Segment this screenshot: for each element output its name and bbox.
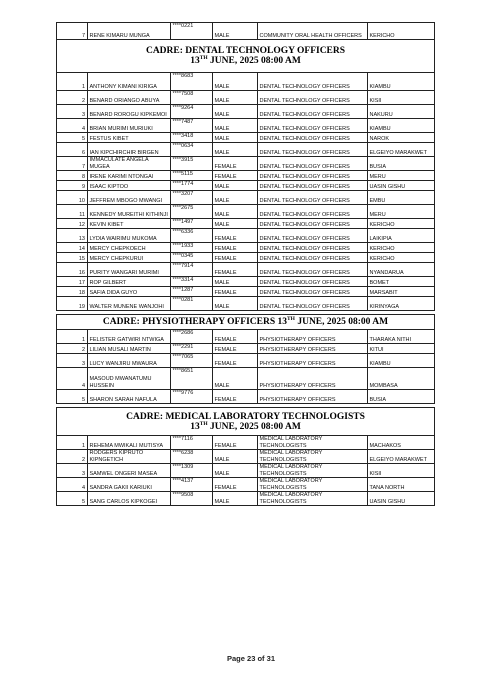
- page-of-label: of: [257, 654, 265, 663]
- candidate-gender: FEMALE: [213, 354, 258, 368]
- candidate-id: ****7914: [171, 263, 213, 277]
- candidate-name: MERCY CHEPKOECH: [88, 243, 171, 253]
- candidate-name: ANTHONY KIMANI KIRIGA: [88, 73, 171, 91]
- row-number: 2: [57, 344, 88, 354]
- page-number: 23: [247, 654, 256, 663]
- candidate-id: ****5115: [171, 171, 213, 181]
- table-row: [57, 171, 435, 181]
- candidate-name: IRENE KARIMI NTONGAI: [88, 171, 171, 181]
- candidate-gender: FEMALE: [213, 229, 258, 243]
- candidate-id: ****3207: [171, 191, 213, 205]
- candidate-gender: MALE: [213, 492, 258, 506]
- cadre-title-date: JUNE, 2025 08:00 AM: [294, 317, 389, 327]
- candidate-county: NAROK: [368, 133, 435, 143]
- candidate-name: LILIAN MUSALI MARTIN: [88, 344, 171, 354]
- candidate-cadre: DENTAL TECHNOLOGY OFFICERS: [258, 277, 368, 287]
- candidate-gender: MALE: [213, 450, 258, 464]
- row-number: 19: [57, 297, 88, 311]
- table-row: [57, 219, 435, 229]
- candidate-gender: FEMALE: [213, 157, 258, 171]
- candidate-county: UASIN GISHU: [368, 181, 435, 191]
- table-row: [57, 143, 435, 157]
- candidate-cadre: DENTAL TECHNOLOGY OFFICERS: [258, 253, 368, 263]
- candidate-name: RENE KIMARU MUNGA: [88, 23, 171, 40]
- table-row: [57, 133, 435, 143]
- page-total: 31: [266, 654, 275, 663]
- candidate-gender: MALE: [213, 105, 258, 119]
- candidate-county: THARAKA NITHI: [368, 330, 435, 344]
- table-row: [57, 368, 435, 390]
- candidate-cadre: DENTAL TECHNOLOGY OFFICERS: [258, 143, 368, 157]
- row-number: 17: [57, 277, 88, 287]
- candidate-gender: MALE: [213, 368, 258, 390]
- row-number: 5: [57, 390, 88, 404]
- cadre-date-day: 13: [190, 421, 200, 432]
- candidate-cadre: DENTAL TECHNOLOGY OFFICERS: [258, 133, 368, 143]
- candidate-id: ****6238: [171, 450, 213, 464]
- candidate-id: ****6336: [171, 229, 213, 243]
- table-row: [57, 23, 435, 40]
- candidate-cadre: PHYSIOTHERAPY OFFICERS: [258, 390, 368, 404]
- candidate-name: KEVIN KIBET: [88, 219, 171, 229]
- candidate-id: ****3314: [171, 277, 213, 287]
- candidate-county: KISII: [368, 464, 435, 478]
- row-number: 1: [57, 330, 88, 344]
- candidate-gender: FEMALE: [213, 287, 258, 297]
- row-number: 18: [57, 287, 88, 297]
- candidate-cadre: PHYSIOTHERAPY OFFICERS: [258, 354, 368, 368]
- table-row: [57, 157, 435, 171]
- table-row: [57, 478, 435, 492]
- table-row: [57, 344, 435, 354]
- table-row: [57, 287, 435, 297]
- candidate-name: SAFIA DIDA GUYO: [88, 287, 171, 297]
- candidate-gender: FEMALE: [213, 243, 258, 253]
- candidate-id: ****7116: [171, 436, 213, 450]
- candidate-gender: MALE: [213, 143, 258, 157]
- candidate-county: MOMBASA: [368, 368, 435, 390]
- row-number: 6: [57, 143, 88, 157]
- row-number: 15: [57, 253, 88, 263]
- candidate-name: PURITY WANGARI MURIMI: [88, 263, 171, 277]
- candidate-cadre: MEDICAL LABORATORY TECHNOLOGISTS: [258, 450, 368, 464]
- candidate-county: MARSABIT: [368, 287, 435, 297]
- candidate-id: ****9776: [171, 390, 213, 404]
- candidate-gender: MALE: [213, 133, 258, 143]
- candidate-name: LYDIA WAIRIMU MUKOMA: [88, 229, 171, 243]
- document-sheet: [56, 22, 434, 506]
- candidate-id: ****1774: [171, 181, 213, 191]
- candidate-name: BENARD ORIANGO ABUYA: [88, 91, 171, 105]
- table-row: [57, 253, 435, 263]
- candidate-cadre: COMMUNITY ORAL HEALTH OFFICERS: [258, 23, 368, 40]
- candidate-county: KIAMBU: [368, 73, 435, 91]
- row-number: 3: [57, 354, 88, 368]
- candidate-county: ELGEIYO MARAKWET: [368, 143, 435, 157]
- table-row: [57, 330, 435, 344]
- candidate-county: BUSIA: [368, 390, 435, 404]
- candidate-id: ****7487: [171, 119, 213, 133]
- cadre-header-row: [57, 408, 435, 436]
- candidate-cadre: PHYSIOTHERAPY OFFICERS: [258, 344, 368, 354]
- candidate-gender: MALE: [213, 91, 258, 105]
- candidate-name: FESTUS KIBET: [88, 133, 171, 143]
- candidate-gender: FEMALE: [213, 344, 258, 354]
- candidate-id: ****8683: [171, 73, 213, 91]
- row-number: 4: [57, 119, 88, 133]
- table-row: [57, 436, 435, 450]
- row-number: 4: [57, 368, 88, 390]
- candidate-gender: FEMALE: [213, 171, 258, 181]
- candidate-id: ****0221: [171, 23, 213, 40]
- candidate-table: [56, 22, 435, 506]
- candidate-id: ****3418: [171, 133, 213, 143]
- cadre-title: CADRE: PHYSIOTHERAPY OFFICERS 13: [102, 317, 287, 327]
- candidate-cadre: DENTAL TECHNOLOGY OFFICERS: [258, 205, 368, 219]
- table-row: [57, 91, 435, 105]
- candidate-county: KIAMBU: [368, 119, 435, 133]
- table-row: [57, 297, 435, 311]
- candidate-county: UASIN GISHU: [368, 492, 435, 506]
- candidate-gender: MALE: [213, 297, 258, 311]
- candidate-name: SANG CARLOS KIPKOGEI: [88, 492, 171, 506]
- candidate-cadre: DENTAL TECHNOLOGY OFFICERS: [258, 243, 368, 253]
- candidate-name: BENARD ROROGU KIPKEMOI: [88, 105, 171, 119]
- cadre-header: [57, 315, 435, 330]
- candidate-gender: FEMALE: [213, 390, 258, 404]
- candidate-county: NAKURU: [368, 105, 435, 119]
- candidate-gender: FEMALE: [213, 436, 258, 450]
- row-number: 5: [57, 133, 88, 143]
- candidate-gender: MALE: [213, 205, 258, 219]
- cadre-date: JUNE, 2025 08:00 AM: [207, 56, 301, 66]
- candidate-id: ****1933: [171, 243, 213, 253]
- row-number: 7: [57, 23, 88, 40]
- candidate-gender: MALE: [213, 23, 258, 40]
- candidate-cadre: MEDICAL LABORATORY TECHNOLOGISTS: [258, 492, 368, 506]
- table-row: [57, 390, 435, 404]
- candidate-name: KENNEDY MUREITHI KITHINJI: [88, 205, 171, 219]
- candidate-name: MASOUD MWANATUMU HUSSEIN: [88, 368, 171, 390]
- candidate-county: KERICHO: [368, 219, 435, 229]
- row-number: 2: [57, 91, 88, 105]
- candidate-gender: FEMALE: [213, 253, 258, 263]
- cadre-date: JUNE, 2025 08:00 AM: [207, 421, 301, 432]
- candidate-cadre: MEDICAL LABORATORY TECHNOLOGISTS: [258, 436, 368, 450]
- candidate-cadre: DENTAL TECHNOLOGY OFFICERS: [258, 287, 368, 297]
- row-number: 1: [57, 73, 88, 91]
- candidate-name: RODGERS KIPRUTO KIPNGETICH: [88, 450, 171, 464]
- candidate-name: BRIAN MURIMI MURIUKI: [88, 119, 171, 133]
- table-row: [57, 181, 435, 191]
- table-row: [57, 263, 435, 277]
- candidate-gender: MALE: [213, 277, 258, 287]
- candidate-county: KITUI: [368, 344, 435, 354]
- candidate-cadre: DENTAL TECHNOLOGY OFFICERS: [258, 263, 368, 277]
- cadre-date-day: 13: [190, 56, 200, 66]
- table-row: [57, 277, 435, 287]
- candidate-id: ****4137: [171, 478, 213, 492]
- table-row: [57, 73, 435, 91]
- row-number: 4: [57, 478, 88, 492]
- candidate-name: ROP GILBERT: [88, 277, 171, 287]
- candidate-cadre: DENTAL TECHNOLOGY OFFICERS: [258, 105, 368, 119]
- candidate-county: EMBU: [368, 191, 435, 205]
- candidate-county: MERU: [368, 171, 435, 181]
- row-number: 13: [57, 229, 88, 243]
- candidate-id: ****1287: [171, 287, 213, 297]
- candidate-name: ISAAC KIPTOO: [88, 181, 171, 191]
- candidate-county: KERICHO: [368, 23, 435, 40]
- row-number: 2: [57, 450, 88, 464]
- candidate-name: FELISTER GATWIRI NTWIGA: [88, 330, 171, 344]
- candidate-cadre: DENTAL TECHNOLOGY OFFICERS: [258, 91, 368, 105]
- row-number: 14: [57, 243, 88, 253]
- row-number: 7: [57, 157, 88, 171]
- candidate-cadre: DENTAL TECHNOLOGY OFFICERS: [258, 119, 368, 133]
- candidate-gender: MALE: [213, 73, 258, 91]
- table-row: [57, 243, 435, 253]
- candidate-cadre: DENTAL TECHNOLOGY OFFICERS: [258, 297, 368, 311]
- candidate-county: MACHAKOS: [368, 436, 435, 450]
- candidate-gender: MALE: [213, 219, 258, 229]
- candidate-gender: FEMALE: [213, 478, 258, 492]
- candidate-cadre: DENTAL TECHNOLOGY OFFICERS: [258, 171, 368, 181]
- table-body: [57, 23, 435, 506]
- candidate-id: ****3915: [171, 157, 213, 171]
- candidate-county: KERICHO: [368, 253, 435, 263]
- candidate-name: LUCY WANJIRU MWAURA: [88, 354, 171, 368]
- candidate-id: ****2675: [171, 205, 213, 219]
- candidate-county: KERICHO: [368, 243, 435, 253]
- candidate-county: BOMET: [368, 277, 435, 287]
- candidate-county: LAIKIPIA: [368, 229, 435, 243]
- candidate-id: ****9264: [171, 105, 213, 119]
- row-number: 11: [57, 205, 88, 219]
- candidate-cadre: DENTAL TECHNOLOGY OFFICERS: [258, 219, 368, 229]
- candidate-county: MERU: [368, 205, 435, 219]
- candidate-county: KIRINYAGA: [368, 297, 435, 311]
- cadre-header-row: [57, 40, 435, 73]
- candidate-id: ****9508: [171, 492, 213, 506]
- candidate-county: KIAMBU: [368, 354, 435, 368]
- candidate-cadre: PHYSIOTHERAPY OFFICERS: [258, 368, 368, 390]
- candidate-id: ****1497: [171, 219, 213, 229]
- candidate-id: ****0345: [171, 253, 213, 263]
- table-row: [57, 354, 435, 368]
- page-footer: [0, 654, 502, 663]
- candidate-name: IAN KIPCHIRCHIR BIRGEN: [88, 143, 171, 157]
- candidate-name: REHEMA MWIKALI MUTISYA: [88, 436, 171, 450]
- candidate-name: JEFFREM MBOGO MWANGI: [88, 191, 171, 205]
- candidate-id: ****7065: [171, 354, 213, 368]
- candidate-cadre: DENTAL TECHNOLOGY OFFICERS: [258, 157, 368, 171]
- candidate-county: TANA NORTH: [368, 478, 435, 492]
- candidate-name: MERCY CHEPKURUI: [88, 253, 171, 263]
- candidate-cadre: DENTAL TECHNOLOGY OFFICERS: [258, 73, 368, 91]
- candidate-id: ****0634: [171, 143, 213, 157]
- candidate-gender: MALE: [213, 119, 258, 133]
- page-label: Page: [227, 654, 245, 663]
- candidate-county: ELGEIYO MARAKWET: [368, 450, 435, 464]
- table-row: [57, 191, 435, 205]
- candidate-gender: MALE: [213, 464, 258, 478]
- candidate-county: KISII: [368, 91, 435, 105]
- row-number: 12: [57, 219, 88, 229]
- candidate-id: ****2291: [171, 344, 213, 354]
- candidate-cadre: DENTAL TECHNOLOGY OFFICERS: [258, 229, 368, 243]
- table-row: [57, 105, 435, 119]
- candidate-id: ****1309: [171, 464, 213, 478]
- candidate-gender: MALE: [213, 181, 258, 191]
- table-row: [57, 464, 435, 478]
- candidate-id: ****0281: [171, 297, 213, 311]
- candidate-gender: FEMALE: [213, 263, 258, 277]
- cadre-title: CADRE: DENTAL TECHNOLOGY OFFICERS: [145, 46, 346, 56]
- row-number: 1: [57, 436, 88, 450]
- candidate-id: ****7508: [171, 91, 213, 105]
- row-number: 3: [57, 105, 88, 119]
- cadre-title: CADRE: MEDICAL LABORATORY TECHNOLOGISTS: [126, 411, 365, 422]
- candidate-county: BUSIA: [368, 157, 435, 171]
- table-row: [57, 492, 435, 506]
- candidate-name: IMMACULATE ANGELA MUGEA: [88, 157, 171, 171]
- candidate-name: SANDRA GAKII KARIUKI: [88, 478, 171, 492]
- row-number: 9: [57, 181, 88, 191]
- candidate-gender: FEMALE: [213, 330, 258, 344]
- candidate-cadre: DENTAL TECHNOLOGY OFFICERS: [258, 181, 368, 191]
- candidate-cadre: DENTAL TECHNOLOGY OFFICERS: [258, 191, 368, 205]
- row-number: 8: [57, 171, 88, 181]
- candidate-cadre: MEDICAL LABORATORY TECHNOLOGISTS: [258, 478, 368, 492]
- cadre-header-row: [57, 315, 435, 330]
- table-row: [57, 119, 435, 133]
- candidate-id: ****8651: [171, 368, 213, 390]
- candidate-name: SHARON SARAH NAFULA: [88, 390, 171, 404]
- cadre-header: [57, 408, 435, 436]
- cadre-date-sup: TH: [199, 420, 208, 427]
- table-row: [57, 229, 435, 243]
- cadre-header: [57, 40, 435, 73]
- candidate-name: WALTER MUNENE WANJOHI: [88, 297, 171, 311]
- candidate-gender: MALE: [213, 191, 258, 205]
- cadre-title-sup: TH: [287, 315, 295, 322]
- row-number: 16: [57, 263, 88, 277]
- table-row: [57, 450, 435, 464]
- cadre-date-sup: TH: [199, 54, 208, 61]
- candidate-name: SAMWEL ONGERI MASEA: [88, 464, 171, 478]
- table-row: [57, 205, 435, 219]
- candidate-cadre: PHYSIOTHERAPY OFFICERS: [258, 330, 368, 344]
- candidate-id: ****2686: [171, 330, 213, 344]
- row-number: 5: [57, 492, 88, 506]
- candidate-county: NYANDARUA: [368, 263, 435, 277]
- row-number: 10: [57, 191, 88, 205]
- candidate-cadre: MEDICAL LABORATORY TECHNOLOGISTS: [258, 464, 368, 478]
- row-number: 3: [57, 464, 88, 478]
